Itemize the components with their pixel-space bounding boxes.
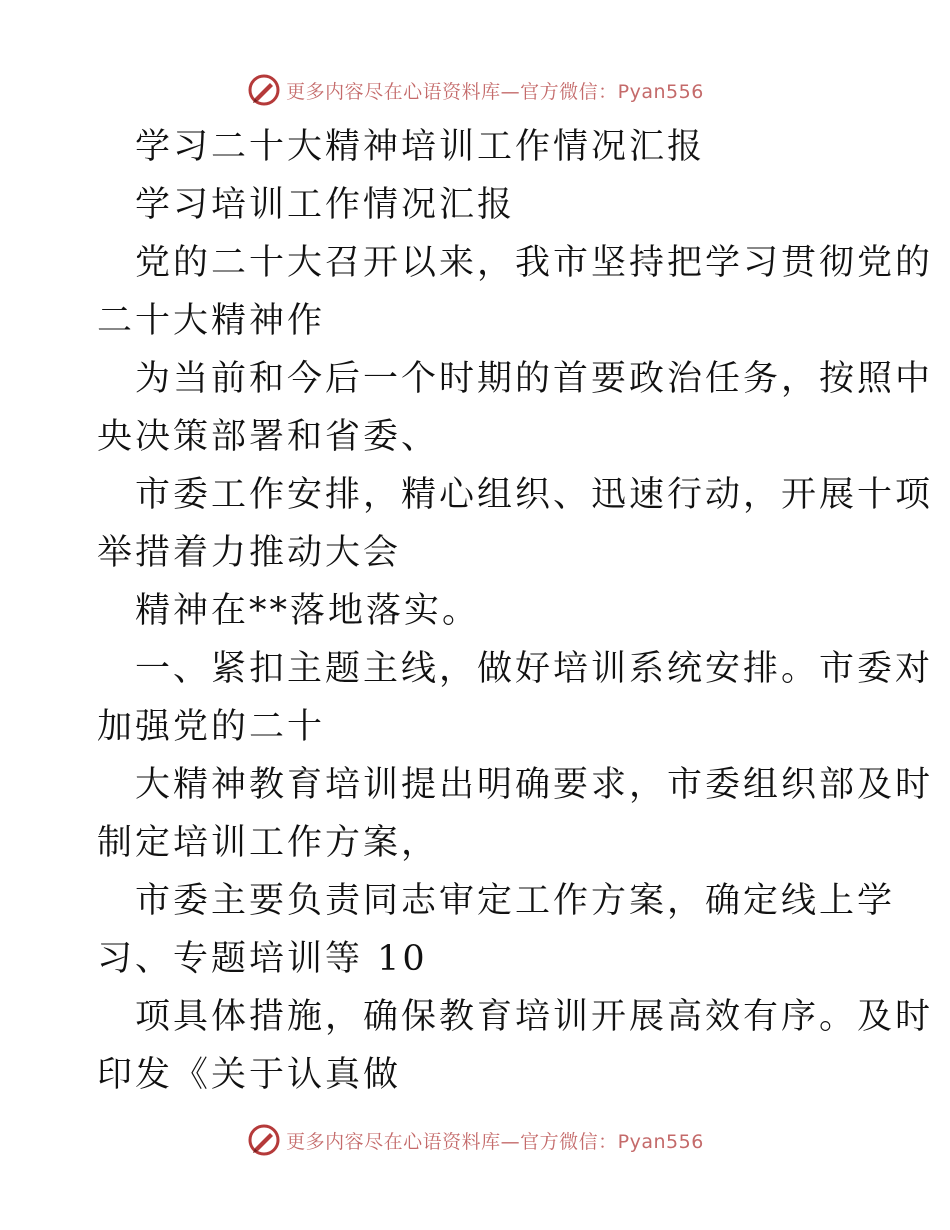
footer-banner	[0, 1120, 950, 1160]
document-line: 精神在**落地落实。	[135, 591, 481, 631]
document-line: 制定培训工作方案，	[97, 823, 440, 863]
document-line: 加强党的二十	[97, 707, 326, 747]
document-line: 二十大精神作	[97, 301, 326, 341]
document-line: 项具体措施，确保教育培训开展高效有序。及时	[135, 997, 934, 1037]
document-line: 学习培训工作情况汇报	[135, 185, 516, 225]
document-line: 印发《关于认真做	[97, 1055, 402, 1095]
document-line: 市委主要负责同志审定工作方案，确定线上学	[135, 881, 896, 921]
document-line: 一、紧扣主题主线，做好培训系统安排。市委对	[135, 649, 934, 689]
banner-text: 更多内容尽在心语资料库—官方微信：Pyan556	[286, 80, 704, 103]
document-line: 央决策部署和省委、	[97, 417, 440, 457]
document-line: 举措着力推动大会	[97, 533, 402, 573]
document-line: 习、专题培训等 10	[97, 939, 428, 979]
banner-text: 更多内容尽在心语资料库—官方微信：Pyan556	[286, 1130, 704, 1153]
document-body	[97, 118, 934, 1104]
document-line: 为当前和今后一个时期的首要政治任务，按照中	[135, 359, 934, 399]
header-banner	[0, 70, 950, 110]
document-line: 学习二十大精神培训工作情况汇报	[135, 127, 706, 167]
document-line: 市委工作安排，精心组织、迅速行动，开展十项	[135, 475, 934, 515]
document-line: 党的二十大召开以来，我市坚持把学习贯彻党的	[135, 243, 934, 283]
document-line: 大精神教育培训提出明确要求，市委组织部及时	[135, 765, 934, 805]
pen-logo-icon	[246, 72, 282, 108]
pen-logo-icon	[246, 1122, 282, 1158]
